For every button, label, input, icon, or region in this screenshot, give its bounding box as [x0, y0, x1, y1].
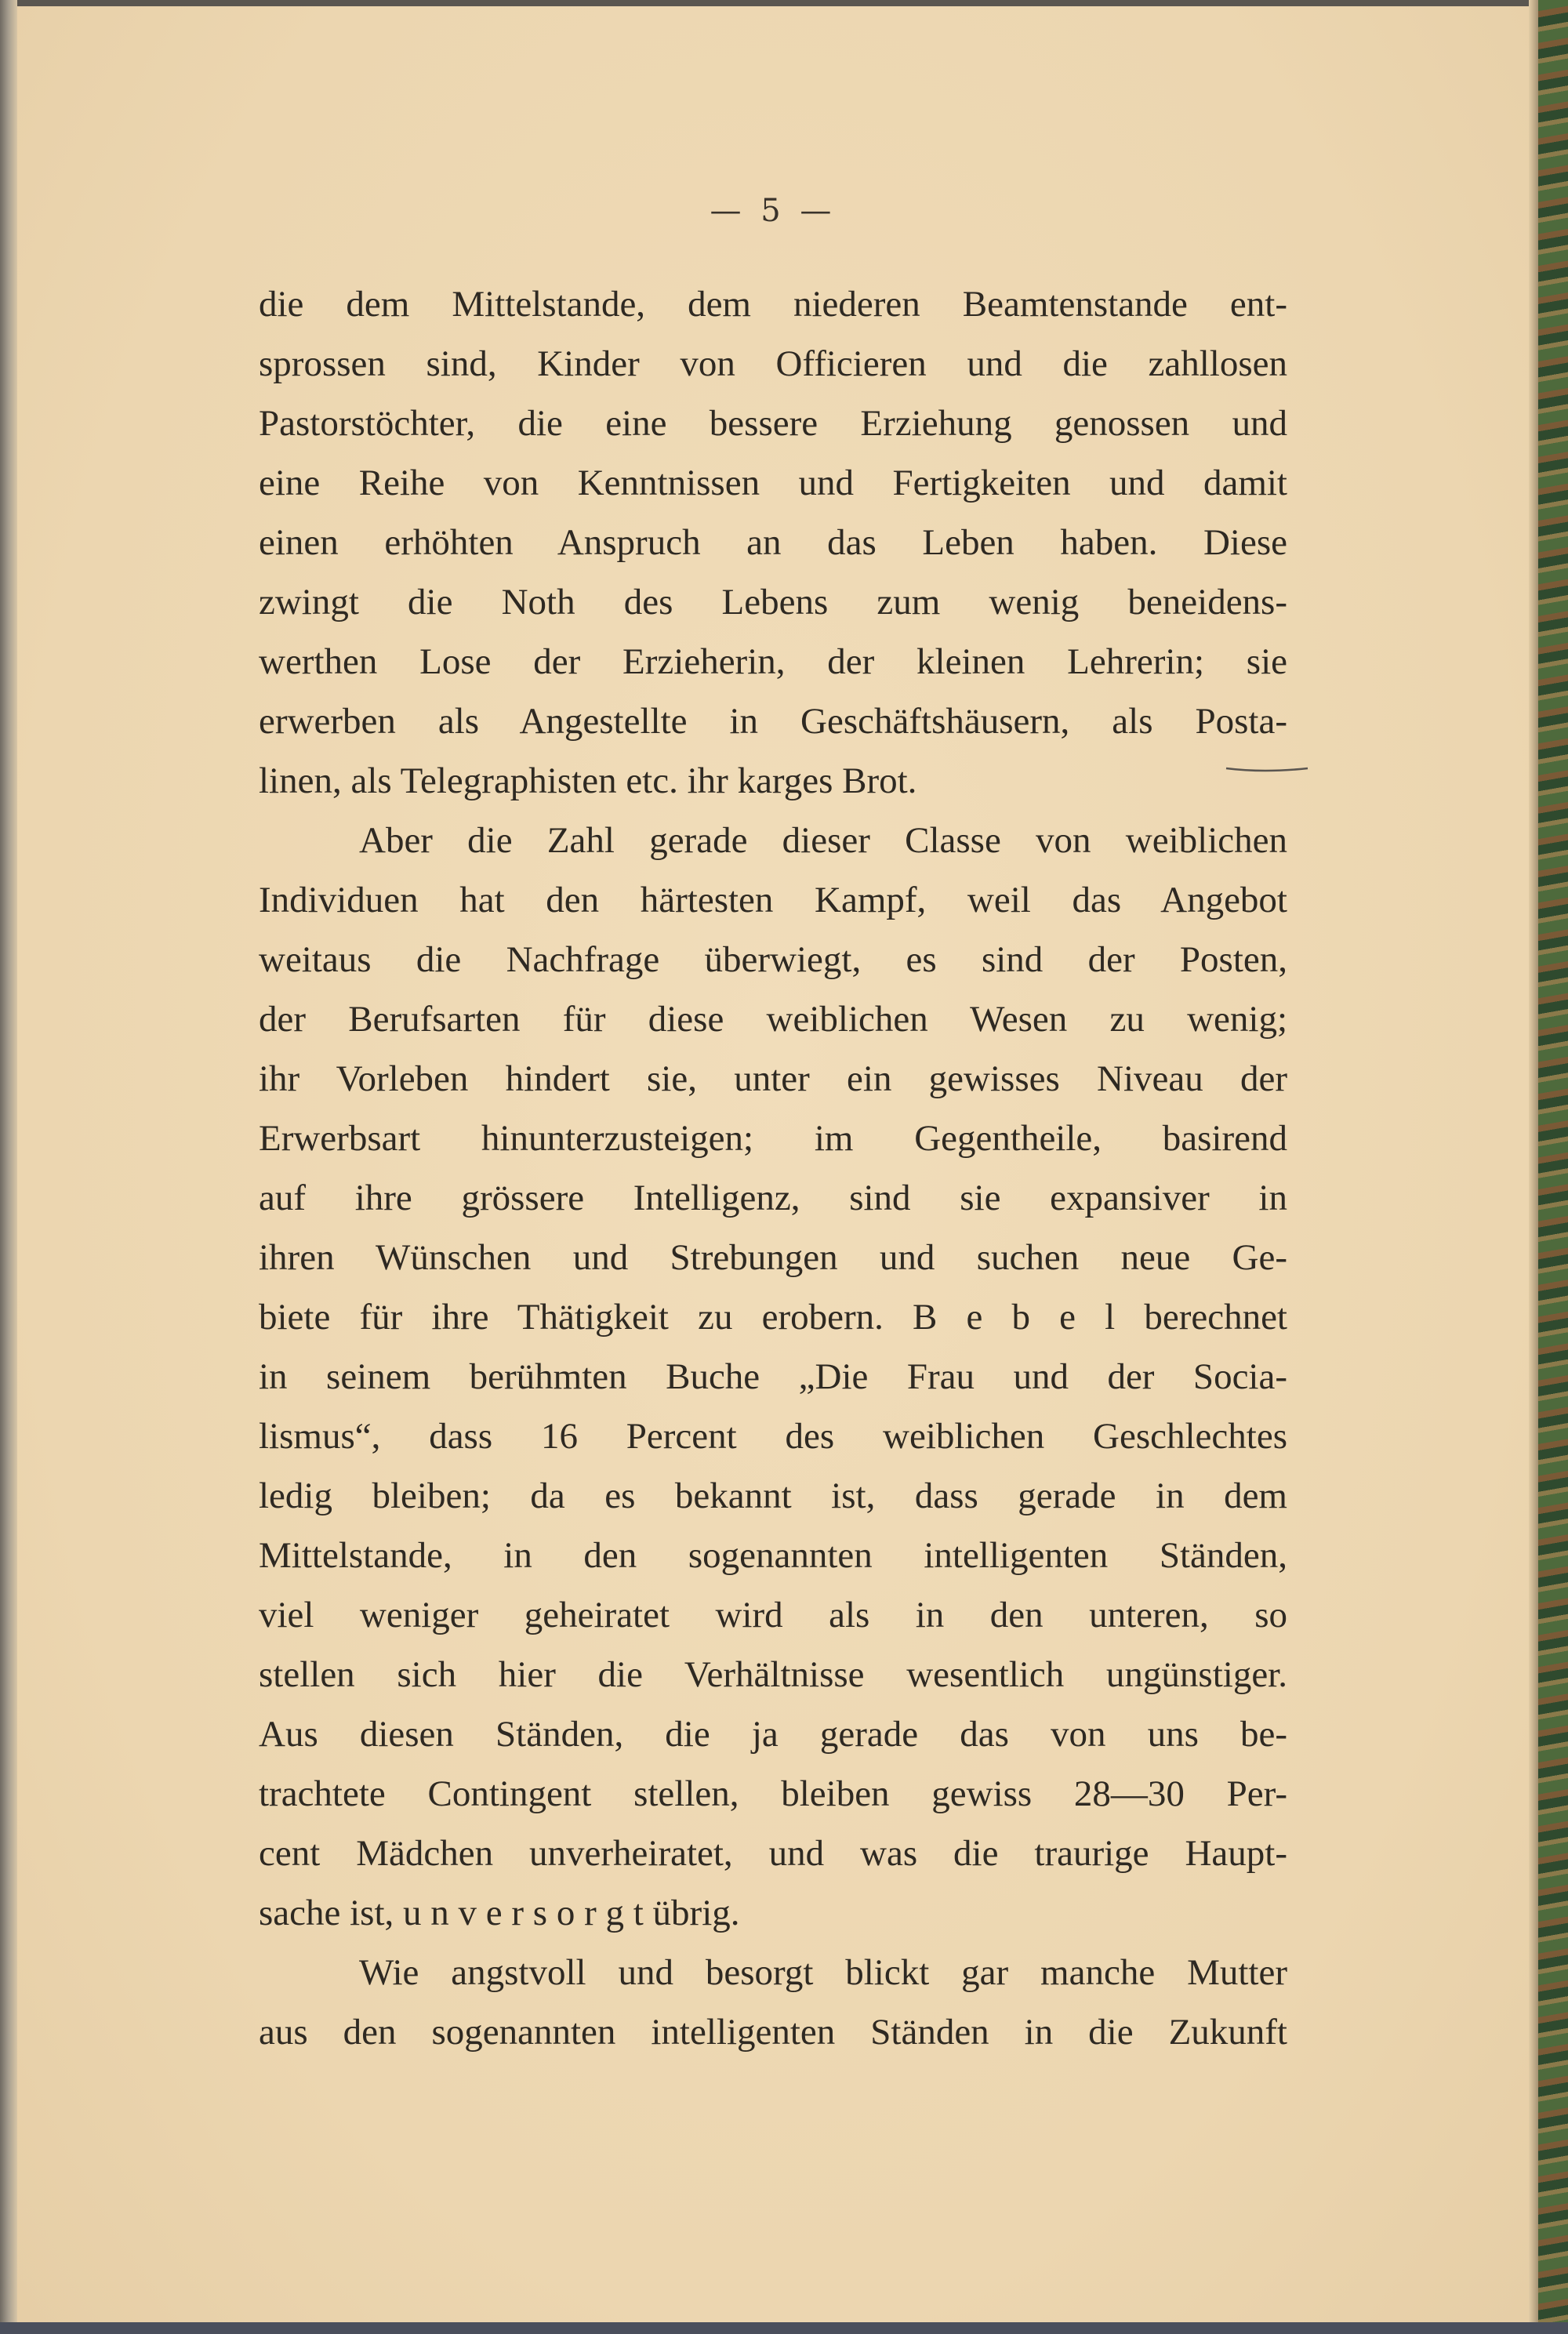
text-line: eine Reihe von Kenntnissen und Fertigkeiten und damit [259, 463, 1287, 503]
body-text [259, 274, 1287, 2062]
text-line: Wie angstvoll und besorgt blickt gar manche Mutter [359, 1952, 1287, 1993]
pencil-mark [1225, 764, 1311, 775]
text-line: biete für ihre Thätigkeit zu erobern. B e b e l berechnet [259, 1297, 1287, 1338]
text-line: einen erhöhten Anspruch an das Leben haben. Diese [259, 522, 1287, 563]
text-line: stellen sich hier die Verhältnisse wesentlich ungünstiger. [259, 1654, 1287, 1695]
marbled-cover-edge [1538, 0, 1568, 2334]
text-line: in seinem berühmten Buche „Die Frau und der Socia- [259, 1356, 1287, 1397]
book-bottom-edge [0, 2322, 1568, 2334]
text-line: aus den sogenannten intelligenten Ständen in die Zukunft [259, 2012, 1287, 2053]
text-line: der Berufsarten für diese weiblichen Wesen zu wenig; [259, 999, 1287, 1040]
text-line: ledig bleiben; da es bekannt ist, dass gerade in dem [259, 1476, 1287, 1516]
text-line: auf ihre grössere Intelligenz, sind sie expansiver in [259, 1178, 1287, 1218]
text-line: die dem Mittelstande, dem niederen Beamtenstande ent- [259, 284, 1287, 325]
text-line: ihr Vorleben hindert sie, unter ein gewisses Niveau der [259, 1058, 1287, 1099]
page-number: — 5 — [710, 193, 837, 229]
text-line: Mittelstande, in den sogenannten intelligenten Ständen, [259, 1535, 1287, 1576]
text-line: Individuen hat den härtesten Kampf, weil das Angebot [259, 880, 1287, 920]
text-line: ihren Wünschen und Strebungen und suchen neue Ge- [259, 1237, 1287, 1278]
text-line: lismus“, dass 16 Percent des weiblichen Geschlechtes [259, 1416, 1287, 1457]
text-line: weitaus die Nachfrage überwiegt, es sind der Posten, [259, 939, 1287, 980]
text-line: sache ist, u n v e r s o r g t übrig. [259, 1893, 740, 1933]
text-line: sprossen sind, Kinder von Officieren und die zahllosen [259, 343, 1287, 384]
text-line: Aber die Zahl gerade dieser Classe von weiblichen [359, 820, 1287, 861]
text-line: viel weniger geheiratet wird als in den unteren, so [259, 1595, 1287, 1635]
text-line: Aus diesen Ständen, die ja gerade das von uns be- [259, 1714, 1287, 1755]
text-line: werthen Lose der Erzieherin, der kleinen Lehrerin; sie [259, 641, 1287, 682]
text-line: linen, als Telegraphisten etc. ihr karges Brot. [259, 760, 917, 801]
text-line: cent Mädchen unverheiratet, und was die traurige Haupt- [259, 1833, 1287, 1874]
text-line: trachtete Contingent stellen, bleiben gewiss 28—30 Per- [259, 1773, 1287, 1814]
book-gutter [0, 0, 17, 2334]
text-line: erwerben als Angestellte in Geschäftshäusern, als Posta- [259, 701, 1287, 742]
book-page [17, 6, 1529, 2322]
text-line: Pastorstöchter, die eine bessere Erziehung genossen und [259, 403, 1287, 444]
text-line: zwingt die Noth des Lebens zum wenig beneidens- [259, 582, 1287, 623]
text-line: Erwerbsart hinunterzusteigen; im Gegentheile, basirend [259, 1118, 1287, 1159]
book-top-edge [0, 0, 1568, 6]
